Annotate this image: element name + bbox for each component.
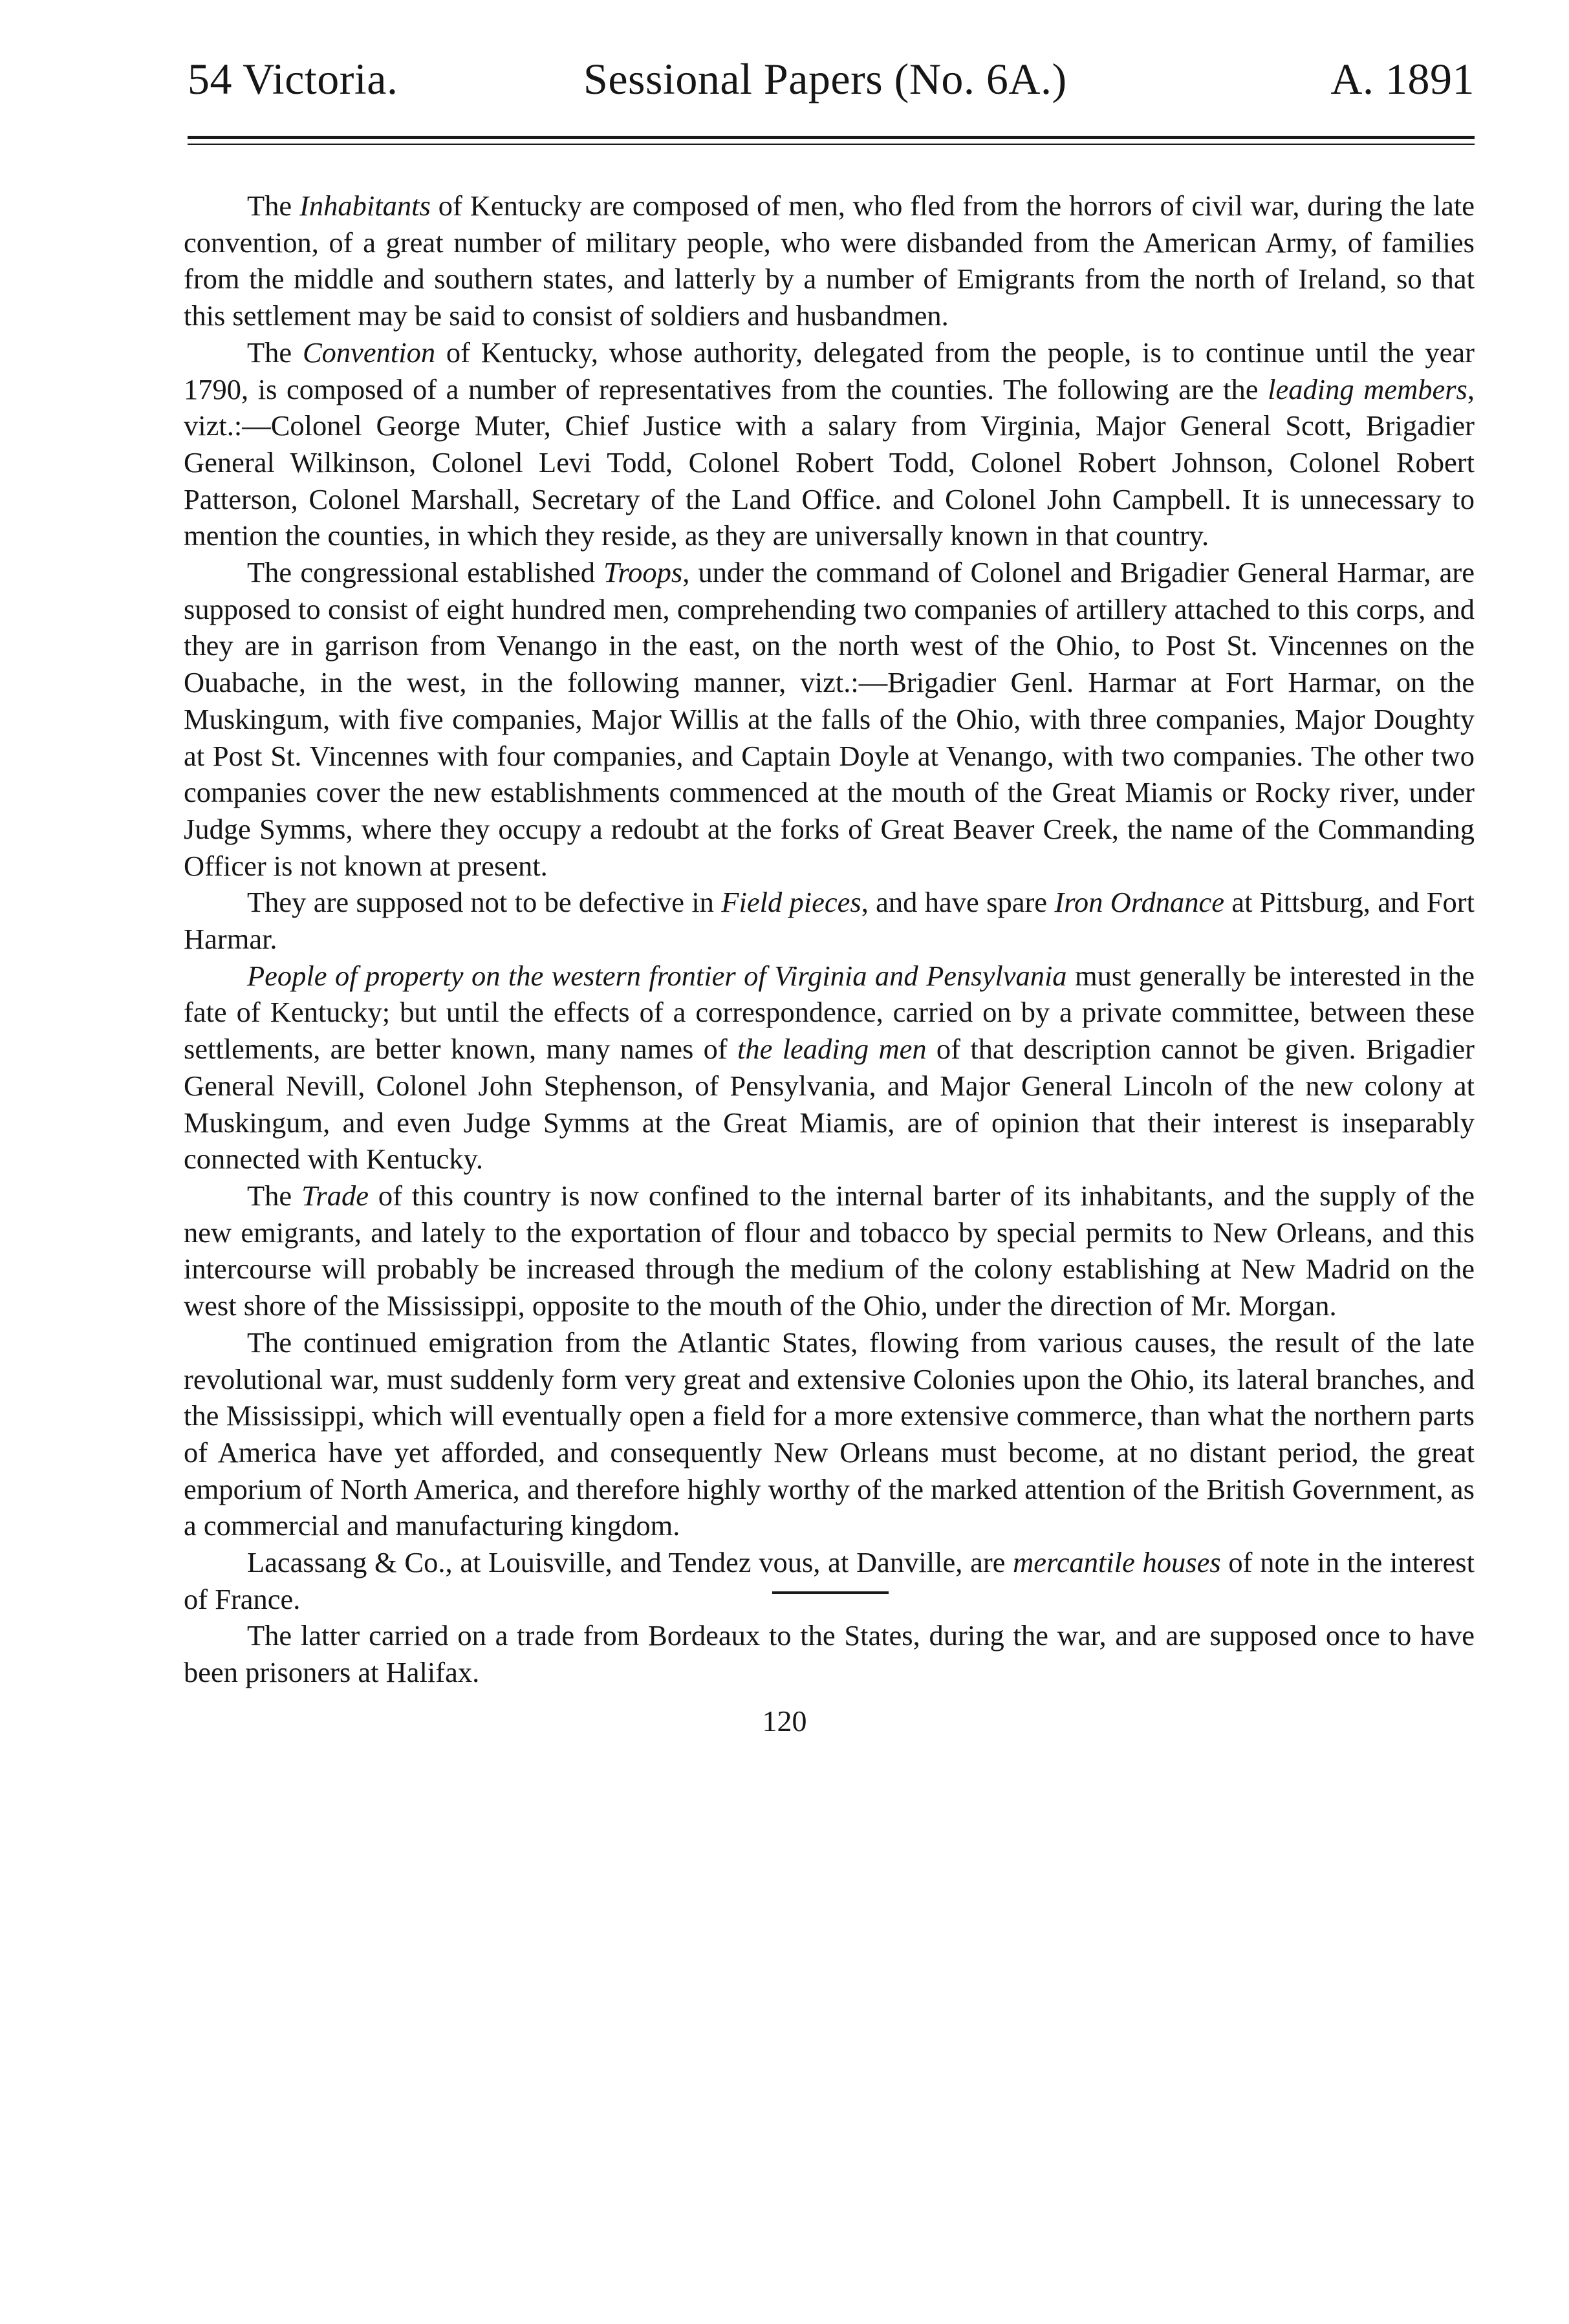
italic-text: Troops (603, 556, 683, 589)
italic-text: Field pieces (721, 886, 861, 919)
italic-text: leading members (1268, 372, 1467, 405)
text-run: The congressional established (247, 556, 604, 589)
text-run: , and have spare (861, 886, 1055, 919)
page-header (0, 0, 1569, 129)
text-run: must generally be interested in the fate of Kentucky; but until the effects of a correspondence, carried on by a private committee, between these settlements, are better known, many names of (184, 959, 1475, 1066)
text-run: The continued emigration from the Atlantic States, flowing from various causes, the result of the late revolutional war, must suddenly form very great and extensive Colonies upon the Ohio, its lateral branches, and the Mississippi, which will eventually open a field for a more extensive commerce, than what the northern parts of America have yet afforded, and consequently New Orleans must become, at no distant period, the great emporium of North America, and therefore highly worthy of the marked attention of the British Government, as a commercial and manufacturing kingdom. (184, 1326, 1475, 1542)
text-run: The (247, 189, 300, 222)
italic-text: People of property on the western frontier of Virginia and Pensylvania (247, 959, 1067, 992)
paragraph (184, 554, 1475, 884)
italic-text: Iron Ordnance (1054, 886, 1224, 919)
paragraph (184, 1544, 1475, 1617)
paragraph (184, 334, 1475, 554)
italic-text: Convention (302, 336, 436, 369)
end-rule (772, 1591, 889, 1594)
header-regnal-year: 54 Victoria. (188, 54, 398, 103)
header-sessional-papers: Sessional Papers (No. 6A.) (583, 54, 1067, 103)
header-year: A. 1891 (1330, 54, 1475, 103)
paragraph (184, 1178, 1475, 1324)
italic-text: the leading men (737, 1033, 927, 1066)
header-rule-thick (188, 136, 1475, 139)
text-run: The (247, 336, 303, 369)
italic-text: mercantile houses (1013, 1546, 1221, 1579)
italic-text: Trade (301, 1179, 369, 1212)
text-run: of this country is now confined to the internal barter of its inhabitants, and the supply of the new emigrants, and lately to the exportation of flour and tobacco by special permits to New Orleans, and this intercourse will probably be increased through the medium of the colony establishing at New Madrid on the west shore of the Mississippi, opposite to the mouth of the Ohio, under the direction of Mr. Morgan. (184, 1179, 1475, 1322)
paragraph (184, 188, 1475, 334)
page-number: 120 (762, 1705, 807, 1738)
text-run: , vizt.:—Colonel George Muter, Chief Justice with a salary from Virginia, Major General Scott, Brigadier General Wilkinson, Colonel Levi Todd, Colonel Robert Todd, Colonel Robert Johnson, Colonel Robert Patterson, Colonel Marshall, Secretary of the Land Office. and Colonel John Campbell. It is unnecessary to mention the counties, in which they reside, as they are universally known in that country. (184, 372, 1475, 552)
header-rule-thin (188, 144, 1475, 145)
paragraph (184, 958, 1475, 1178)
document-body (184, 188, 1475, 1691)
text-run: of Kentucky are composed of men, who fled from the horrors of civil war, during the late convention, of a great number of military people, who were disbanded from the American Army, of families from the middle and southern states, and latterly by a number of Emigrants from the north of Ireland, so that this settlement may be said to consist of soldiers and husbandmen. (184, 189, 1475, 332)
text-run: Lacassang & Co., at Louisville, and Tendez vous, at Danville, are (247, 1546, 1013, 1579)
paragraph (184, 1617, 1475, 1690)
text-run: The (247, 1179, 302, 1212)
text-run: of Kentucky, whose authority, delegated from the people, is to continue until the year 1790, is composed of a number of representatives from the counties. The following are the (184, 336, 1475, 405)
paragraph (184, 1324, 1475, 1544)
italic-text: Inhabitants (299, 189, 431, 222)
paragraph (184, 884, 1475, 957)
text-run: The latter carried on a trade from Bordeaux to the States, during the war, and are supposed once to have been prisoners at Halifax. (184, 1619, 1475, 1689)
text-run: , under the command of Colonel and Brigadier General Harmar, are supposed to consist of eight hundred men, comprehending two companies of artillery attached to this corps, and they are in garrison from Venango in the east, on the north west of the Ohio, to Post St. Vincennes on the Ouabache, in the west, in the following manner, vizt.:—Brigadier Genl. Harmar at Fort Harmar, on the Muskingum, with five companies, Major Willis at the falls of the Ohio, with three companies, Major Doughty at Post St. Vincennes with four companies, and Captain Doyle at Venango, with two companies. The other two companies cover the new establishments commenced at the mouth of the Great Miamis or Rocky river, under Judge Symms, where they occupy a redoubt at the forks of Great Beaver Creek, the name of the Commanding Officer is not known at present. (184, 556, 1475, 882)
text-run: of that description cannot be given. Brigadier General Nevill, Colonel John Stephenson, of Pensylvania, and Major General Lincoln of the new colony at Muskingum, and even Judge Symms at the Great Miamis, are of opinion that their interest is inseparably connected with Kentucky. (184, 1033, 1475, 1176)
text-run: of note in the interest of France. (184, 1546, 1475, 1615)
text-run: at Pittsburg, and Fort Harmar. (184, 886, 1475, 956)
text-run: They are supposed not to be defective in (247, 886, 722, 919)
